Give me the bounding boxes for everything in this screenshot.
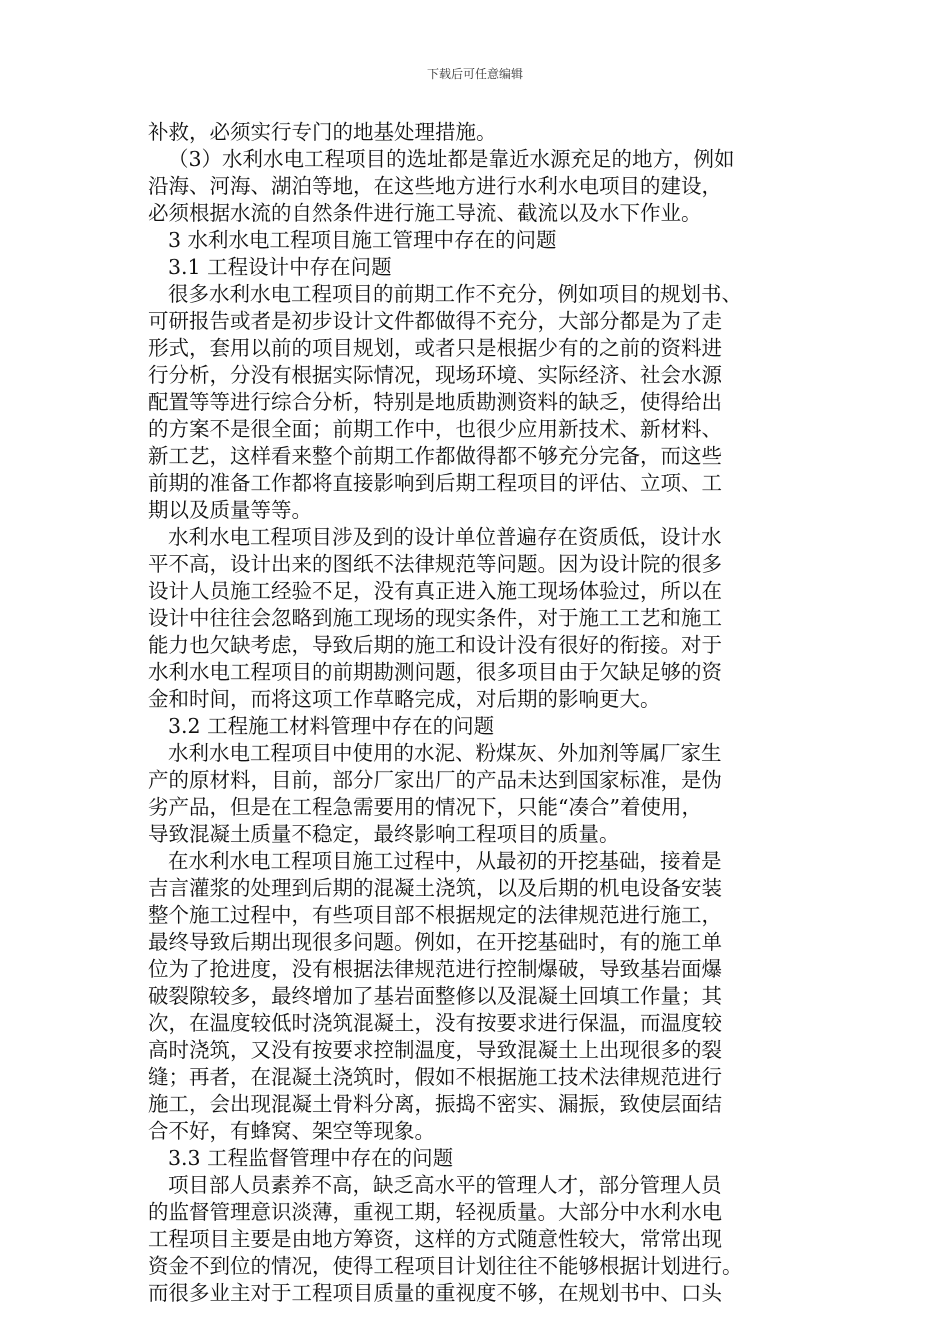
text-line: 水利水电工程项目的前期勘测问题，很多项目由于欠缺足够的资 xyxy=(148,660,722,684)
text-line: 很多水利水电工程项目的前期工作不充分，例如项目的规划书、 xyxy=(168,282,742,306)
text-line: 3.2 工程施工材料管理中存在的问题 xyxy=(168,714,495,738)
text-line: 劣产品，但是在工程急需要用的情况下，只能“凑合”着使用， xyxy=(148,795,702,819)
text-line: 破裂隙较多，最终增加了基岩面整修以及混凝土回填工作量；其 xyxy=(148,984,722,1008)
text-line: 位为了抢进度，没有根据法律规范进行控制爆破，导致基岩面爆 xyxy=(148,957,722,981)
text-line: 产的原材料，目前，部分厂家出厂的产品未达到国家标准，是伪 xyxy=(148,768,722,792)
document-body xyxy=(148,119,808,1307)
text-line: 期以及质量等等。 xyxy=(148,498,312,522)
text-line: 能力也欠缺考虑，导致后期的施工和设计没有很好的衔接。对于 xyxy=(148,633,722,657)
text-line: 平不高，设计出来的图纸不法律规范等问题。因为设计院的很多 xyxy=(148,552,722,576)
text-line: 必须根据水流的自然条件进行施工导流、截流以及水下作业。 xyxy=(148,201,702,225)
text-line: 金和时间，而将这项工作草略完成，对后期的影响更大。 xyxy=(148,687,661,711)
text-line: 高时浇筑，又没有按要求控制温度，导致混凝土上出现很多的裂 xyxy=(148,1038,722,1062)
text-line: 工程项目主要是由地方筹资，这样的方式随意性较大，常常出现 xyxy=(148,1227,722,1251)
text-line: 而很多业主对于工程项目质量的重视度不够，在规划书中、口头 xyxy=(148,1281,722,1305)
text-line: 施工，会出现混凝土骨料分离，振捣不密实、漏振，致使层面结 xyxy=(148,1092,722,1116)
text-line: 形式，套用以前的项目规划，或者只是根据少有的之前的资料进 xyxy=(148,336,722,360)
text-line: 导致混凝土质量不稳定，最终影响工程项目的质量。 xyxy=(148,822,620,846)
text-line: 水利水电工程项目涉及到的设计单位普遍存在资质低，设计水 xyxy=(168,525,722,549)
text-line: 的监督管理意识淡薄，重视工期，轻视质量。大部分中水利水电 xyxy=(148,1200,722,1224)
text-line: 3 水利水电工程项目施工管理中存在的问题 xyxy=(168,228,557,252)
text-line: 缝；再者，在混凝土浇筑时，假如不根据施工技术法律规范进行 xyxy=(148,1065,722,1089)
text-line: 3.1 工程设计中存在问题 xyxy=(168,255,392,279)
text-line: 项目部人员素养不高，缺乏高水平的管理人才，部分管理人员 xyxy=(168,1173,722,1197)
text-line: 行分析，分没有根据实际情况，现场环境、实际经济、社会水源 xyxy=(148,363,722,387)
text-line: 吉言灌浆的处理到后期的混凝土浇筑，以及后期的机电设备安装 xyxy=(148,876,722,900)
page-header: 下载后可任意编辑 xyxy=(426,67,523,81)
text-line: 设计人员施工经验不足，没有真正进入施工现场体验过，所以在 xyxy=(148,579,722,603)
text-line: 前期的准备工作都将直接影响到后期工程项目的评估、立项、工 xyxy=(148,471,722,495)
text-line: 资金不到位的情况，使得工程项目计划往往不能够根据计划进行。 xyxy=(148,1254,743,1278)
text-line: 设计中往往会忽略到施工现场的现实条件，对于施工工艺和施工 xyxy=(148,606,722,630)
text-line: 整个施工过程中，有些项目部不根据规定的法律规范进行施工， xyxy=(148,903,722,927)
text-line: 补救，必须实行专门的地基处理措施。 xyxy=(148,120,497,144)
text-line: 沿海、河海、湖泊等地，在这些地方进行水利水电项目的建设， xyxy=(148,174,722,198)
text-line: 可研报告或者是初步设计文件都做得不充分，大部分都是为了走 xyxy=(148,309,722,333)
text-line: 水利水电工程项目中使用的水泥、粉煤灰、外加剂等属厂家生 xyxy=(168,741,722,765)
text-line: 合不好，有蜂窝、架空等现象。 xyxy=(148,1119,435,1143)
text-line: 最终导致后期出现很多问题。例如，在开挖基础时，有的施工单 xyxy=(148,930,722,954)
text-line: （3）水利水电工程项目的选址都是靠近水源充足的地方，例如 xyxy=(168,147,735,171)
text-line: 的方案不是很全面；前期工作中，也很少应用新技术、新材料、 xyxy=(148,417,722,441)
text-line: 3.3 工程监督管理中存在的问题 xyxy=(168,1146,454,1170)
text-line: 新工艺，这样看来整个前期工作都做得都不够充分完备，而这些 xyxy=(148,444,722,468)
text-line: 配置等等进行综合分析，特别是地质勘测资料的缺乏，使得给出 xyxy=(148,390,722,414)
text-line: 在水利水电工程项目施工过程中，从最初的开挖基础，接着是 xyxy=(168,849,722,873)
text-line: 次，在温度较低时浇筑混凝土，没有按要求进行保温，而温度较 xyxy=(148,1011,722,1035)
